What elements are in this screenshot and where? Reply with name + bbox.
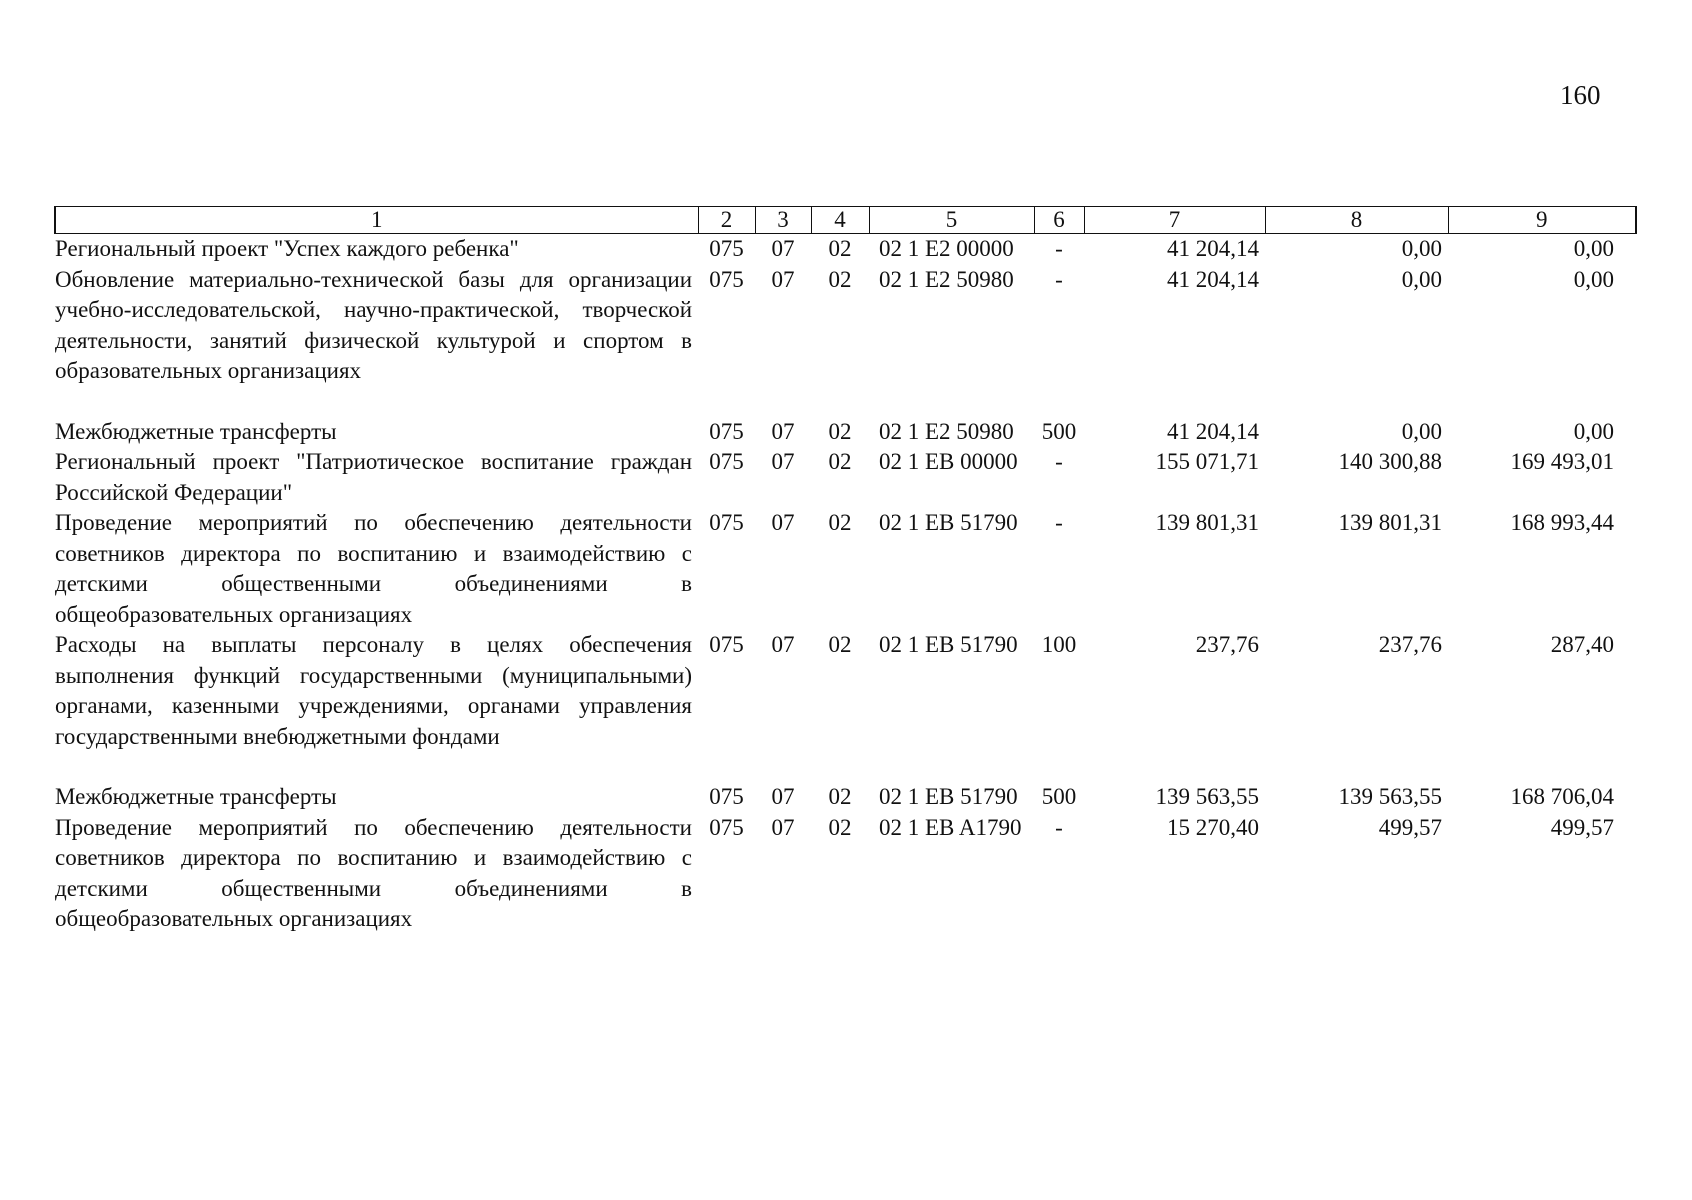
cell-col3: 07: [771, 632, 795, 657]
cell-col5: 02 1 EB 00000: [879, 449, 1018, 474]
cell-col7: 41 204,14: [1167, 266, 1259, 292]
cell-col8: 0,00: [1401, 236, 1442, 261]
cell-col4: 02: [828, 784, 852, 809]
cell-col6: 500: [1041, 418, 1077, 444]
cell-col9: 287,40: [1550, 632, 1614, 657]
cell-col5: 02 1 E2 50980: [879, 418, 1014, 444]
cell-col3: 07: [771, 510, 795, 535]
table-row: [55, 813, 1636, 935]
cell-col9: 499,57: [1550, 814, 1614, 840]
row-description: Расходы на выплаты персоналу в целях обеспечения выполнения функций государственными (муниципальными) органами, казенными учреждениями, органами управления государственными внебюджетными фондами: [55, 632, 692, 749]
cell-col2: 075: [709, 449, 744, 474]
row-description: Проведение мероприятий по обеспечению деятельности советников директора по воспитанию и взаимодействию с детскими общественными объединениями в общеобразовательных организациях: [55, 814, 692, 931]
cell-col4: 02: [828, 449, 852, 474]
row-description: Региональный проект "Патриотическое воспитание граждан Российской Федерации": [55, 449, 692, 505]
header-row: [55, 207, 1636, 234]
header-cell-9: 9: [1448, 207, 1636, 234]
table-row: [55, 630, 1636, 782]
cell-col3: 07: [771, 418, 795, 444]
header-cell-2: 2: [698, 207, 755, 234]
table-row: [55, 782, 1636, 813]
cell-col9: 169 493,01: [1510, 449, 1614, 474]
cell-col7: 139 801,31: [1155, 510, 1259, 535]
cell-col8: 139 801,31: [1338, 510, 1442, 535]
cell-col2: 075: [709, 236, 744, 261]
header-cell-4: 4: [811, 207, 869, 234]
cell-col8: 139 563,55: [1338, 784, 1442, 809]
cell-col6: -: [1055, 510, 1063, 535]
table-row: [55, 508, 1636, 630]
cell-col8: 140 300,88: [1338, 449, 1442, 474]
cell-col4: 02: [828, 814, 852, 840]
cell-col4: 02: [828, 510, 852, 535]
cell-col5: 02 1 E2 00000: [879, 236, 1014, 261]
cell-col3: 07: [771, 784, 795, 809]
cell-col8: 0,00: [1401, 266, 1442, 292]
cell-col6: -: [1055, 266, 1063, 292]
header-cell-3: 3: [755, 207, 811, 234]
cell-col2: 075: [709, 632, 744, 657]
header-cell-7: 7: [1084, 207, 1265, 234]
row-description: Обновление материально-технической базы для организации учебно-исследовательской, научно-практической, творческой деятельности, занятий физической культурой и спортом в образовательных организациях: [55, 266, 692, 383]
cell-col6: -: [1055, 449, 1063, 474]
cell-col7: 237,76: [1195, 632, 1259, 657]
table-row: [55, 417, 1636, 448]
cell-col8: 237,76: [1378, 632, 1442, 657]
header-cell-8: 8: [1265, 207, 1448, 234]
cell-col4: 02: [828, 418, 852, 444]
cell-col9: 0,00: [1573, 236, 1614, 261]
table-row: [55, 234, 1636, 265]
cell-col7: 139 563,55: [1155, 784, 1259, 809]
cell-col2: 075: [709, 418, 744, 444]
row-description: Межбюджетные трансферты: [55, 418, 337, 444]
cell-col2: 075: [709, 814, 744, 840]
cell-col9: 168 993,44: [1510, 510, 1614, 535]
cell-col7: 41 204,14: [1167, 236, 1259, 261]
budget-table: [54, 206, 1637, 935]
page-number: 160: [1560, 80, 1601, 110]
cell-col2: 075: [709, 510, 744, 535]
cell-col2: 075: [709, 266, 744, 292]
cell-col6: -: [1055, 236, 1063, 261]
cell-col3: 07: [771, 449, 795, 474]
header-cell-5: 5: [869, 207, 1034, 234]
cell-col6: -: [1055, 814, 1063, 840]
header-cell-6: 6: [1034, 207, 1084, 234]
cell-col9: 0,00: [1573, 266, 1614, 292]
cell-col7: 41 204,14: [1167, 418, 1259, 444]
cell-col3: 07: [771, 266, 795, 292]
cell-col3: 07: [771, 814, 795, 840]
row-description: Межбюджетные трансферты: [55, 784, 337, 809]
cell-col4: 02: [828, 632, 852, 657]
cell-col5: 02 1 E2 50980: [879, 266, 1014, 292]
cell-col9: 0,00: [1573, 418, 1614, 444]
cell-col5: 02 1 EB 51790: [879, 510, 1018, 535]
cell-col2: 075: [709, 784, 744, 809]
cell-col7: 15 270,40: [1167, 814, 1259, 840]
cell-col5: 02 1 EB A1790: [879, 814, 1022, 840]
cell-col4: 02: [828, 266, 852, 292]
cell-col8: 0,00: [1401, 418, 1442, 444]
row-description: Региональный проект "Успех каждого ребенка": [55, 236, 519, 261]
cell-col4: 02: [828, 236, 852, 261]
cell-col7: 155 071,71: [1155, 449, 1259, 474]
cell-col5: 02 1 EB 51790: [879, 632, 1018, 657]
cell-col9: 168 706,04: [1510, 784, 1614, 809]
cell-col3: 07: [771, 236, 795, 261]
table-row: [55, 265, 1636, 417]
cell-col8: 499,57: [1378, 814, 1442, 840]
table-row: [55, 447, 1636, 508]
header-cell-1: 1: [55, 207, 698, 234]
row-description: Проведение мероприятий по обеспечению деятельности советников директора по воспитанию и взаимодействию с детскими общественными объединениями в общеобразовательных организациях: [55, 510, 692, 627]
cell-col6: 500: [1041, 784, 1077, 809]
cell-col5: 02 1 EB 51790: [879, 784, 1018, 809]
cell-col6: 100: [1041, 632, 1077, 657]
